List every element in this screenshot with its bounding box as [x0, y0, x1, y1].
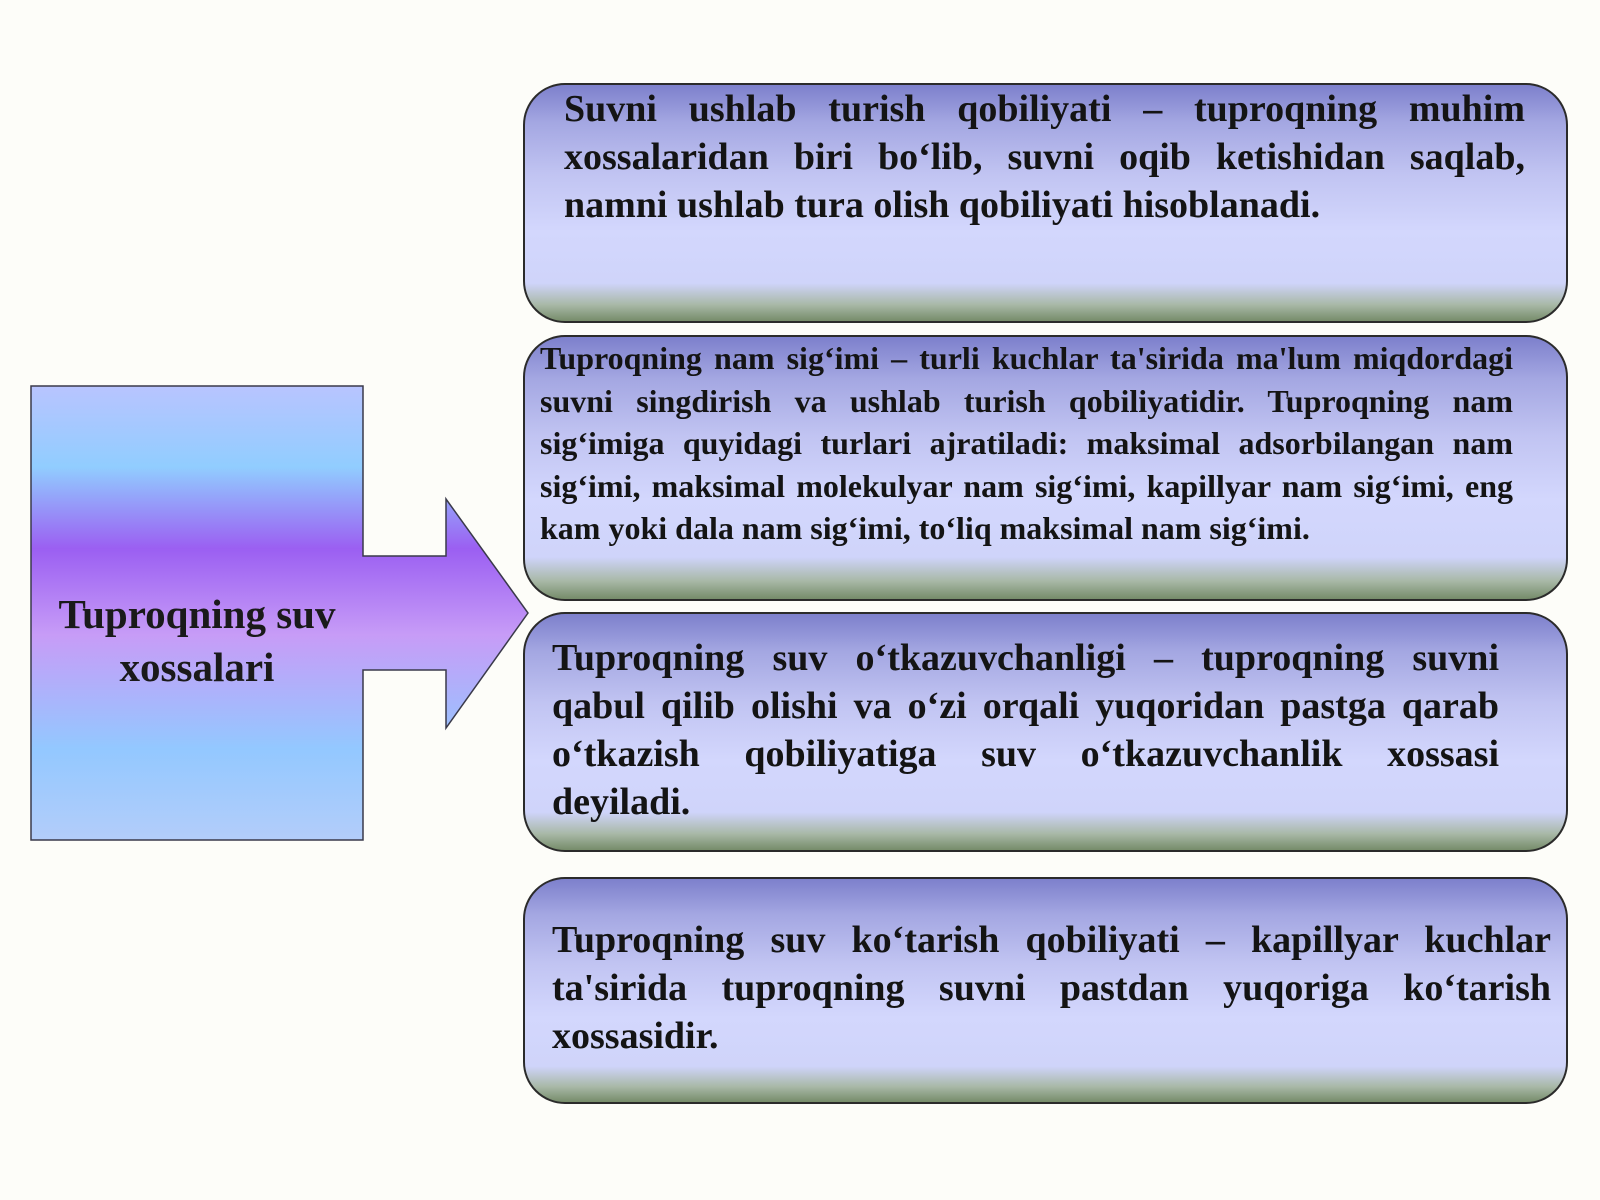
info-text: Tuproqning nam sig‘imi – turli kuchlar ta'sirida ma'lum miqdordagi suvni singdirish va ushlab turish qobiliyatidir. Tuproqning nam sig‘imiga quyidagi turlari ajratiladi: maksimal adsorbilangan nam sig‘imi, maksimal molekulyar nam sig‘imi, kapillyar nam sig‘imi, eng kam yoki dala nam sig‘imi, to‘liq maksimal nam sig‘imi. [540, 340, 1513, 546]
info-box-capillary-rise [523, 877, 1568, 1104]
info-text: Tuproqning suv o‘tkazuvchanligi – tuproqning suvni qabul qilib olishi va o‘zi orqali yuqoridan pastga qarab o‘tkazish qobiliyatiga suv o‘tkazuvchanlik xossasi deyiladi. [552, 637, 1499, 823]
info-box-moisture-capacity [523, 335, 1568, 601]
info-text: Tuproqning suv ko‘tarish qobiliyati – kapillyar kuchlar ta'sirida tuproqning suvni pastdan yuqoriga ko‘tarish xossasidir. [552, 919, 1551, 1057]
info-box-water-holding [523, 83, 1568, 323]
source-title: Tuproqning suv xossalari [58, 591, 336, 690]
info-text: Suvni ushlab turish qobiliyati – tuproqning muhim xossalaridan biri bo‘lib, suvni oqib ketishidan saqlab, namni ushlab tura olish qobiliyati hisoblanadi. [564, 88, 1525, 226]
source-callout [0, 0, 560, 1200]
info-box-permeability [523, 612, 1568, 852]
